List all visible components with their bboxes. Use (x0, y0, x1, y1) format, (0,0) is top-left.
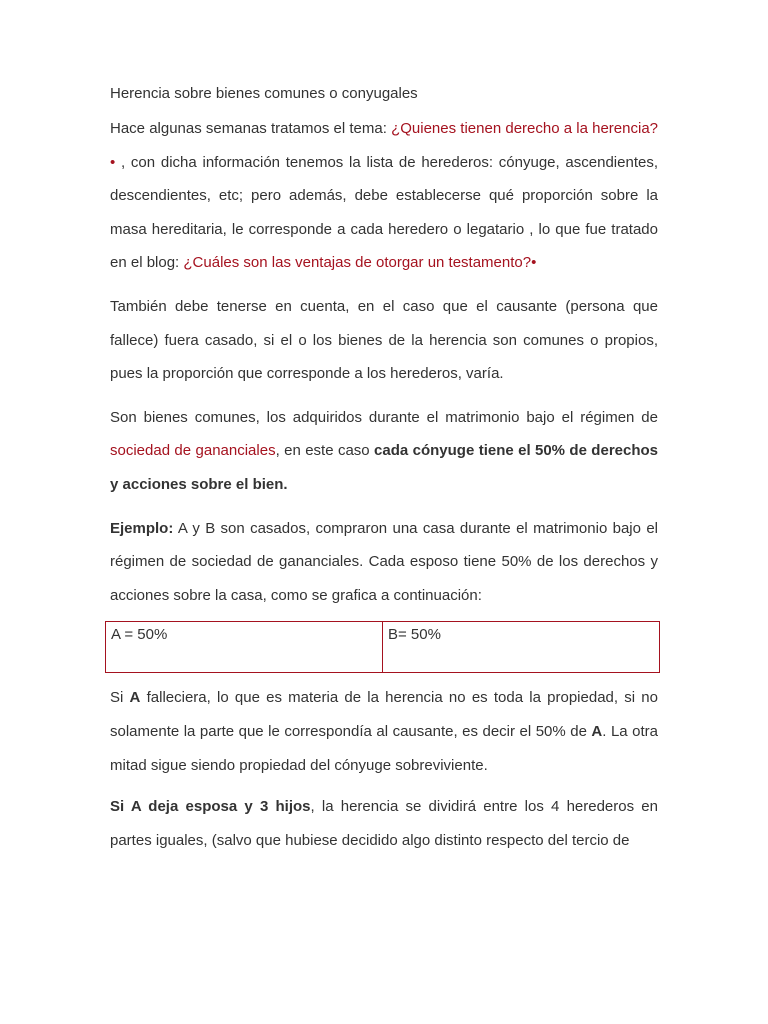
table-row (106, 622, 660, 673)
fallec-text-1: Si (110, 689, 130, 707)
paragraph-esposa-hijos (110, 790, 658, 857)
esposa-hijos-bold: Si A deja esposa y 3 hijos (110, 798, 311, 816)
paragraph-intro (110, 112, 658, 280)
esposa-hijos-text: , la herencia se dividirá entre los 4 herederos en partes iguales, (salvo que hubiese decidido algo distinto respecto del tercio de (110, 798, 658, 849)
fallec-text-3: . La otra mitad sigue siendo propiedad del cónyuge sobreviviente. (110, 722, 658, 774)
fallec-text-2: falleciera, lo que es materia de la herencia no es toda la propiedad, si no solamente la parte que le correspondía al causante, es decir el 50% de (110, 689, 658, 740)
intro-text-2: , con dicha información tenemos la lista de herederos: cónyuge, ascendientes, descendientes, etc; pero además, debe establecerse qué proporción sobre la masa hereditaria, le corresponde a cada heredero o legatario , lo que fue tratado en el blog: (110, 153, 658, 272)
paragraph-fallecimiento (110, 681, 658, 782)
link-ventajas-label: ¿Cuáles son las ventajas de otorgar un testamento? (183, 254, 532, 272)
fallec-bold-a-1: A (129, 689, 141, 707)
paragraph-bienes-comunes (110, 401, 658, 502)
ejemplo-text: A y B son casados, compraron una casa durante el matrimonio bajo el régimen de sociedad de gananciales. Cada esposo tiene 50% de los derechos y acciones sobre la casa, como se grafica a continuación: (110, 519, 658, 604)
table-cell-a: A = 50% (106, 622, 383, 673)
table-cell-b: B= 50% (383, 622, 660, 673)
link-quienes-label: ¿Quienes tienen derecho a la herencia? (391, 120, 658, 137)
link-ventajas-testamento[interactable] (183, 254, 536, 271)
paragraph-causante: También debe tenerse en cuenta, en el caso que el causante (persona que fallece) fuera casado, si el o los bienes de la herencia son comunes o propios, pues la proporción que corresponde a los herederos, varía. (110, 297, 658, 383)
bienes-bold-text: cada cónyuge tiene el 50% de derechos y acciones sobre el bien. (110, 442, 659, 493)
bienes-text-1: Son bienes comunes, los adquiridos durante el matrimonio bajo el régimen de (110, 408, 658, 426)
intro-text-1: Hace algunas semanas tratamos el tema: (110, 120, 392, 137)
fallec-bold-a-2: A (591, 722, 603, 740)
document-title: Herencia sobre bienes comunes o conyugales (110, 85, 418, 102)
link-bullet-2: • (531, 254, 537, 272)
paragraph-ejemplo (110, 512, 658, 613)
bienes-text-2: , en este caso (275, 442, 375, 460)
link-bullet-1: • (110, 153, 116, 171)
link-sociedad-gananciales[interactable]: sociedad de gananciales (110, 442, 276, 460)
document-page (110, 82, 658, 857)
ejemplo-label: Ejemplo: (110, 519, 174, 537)
share-table (105, 621, 660, 673)
